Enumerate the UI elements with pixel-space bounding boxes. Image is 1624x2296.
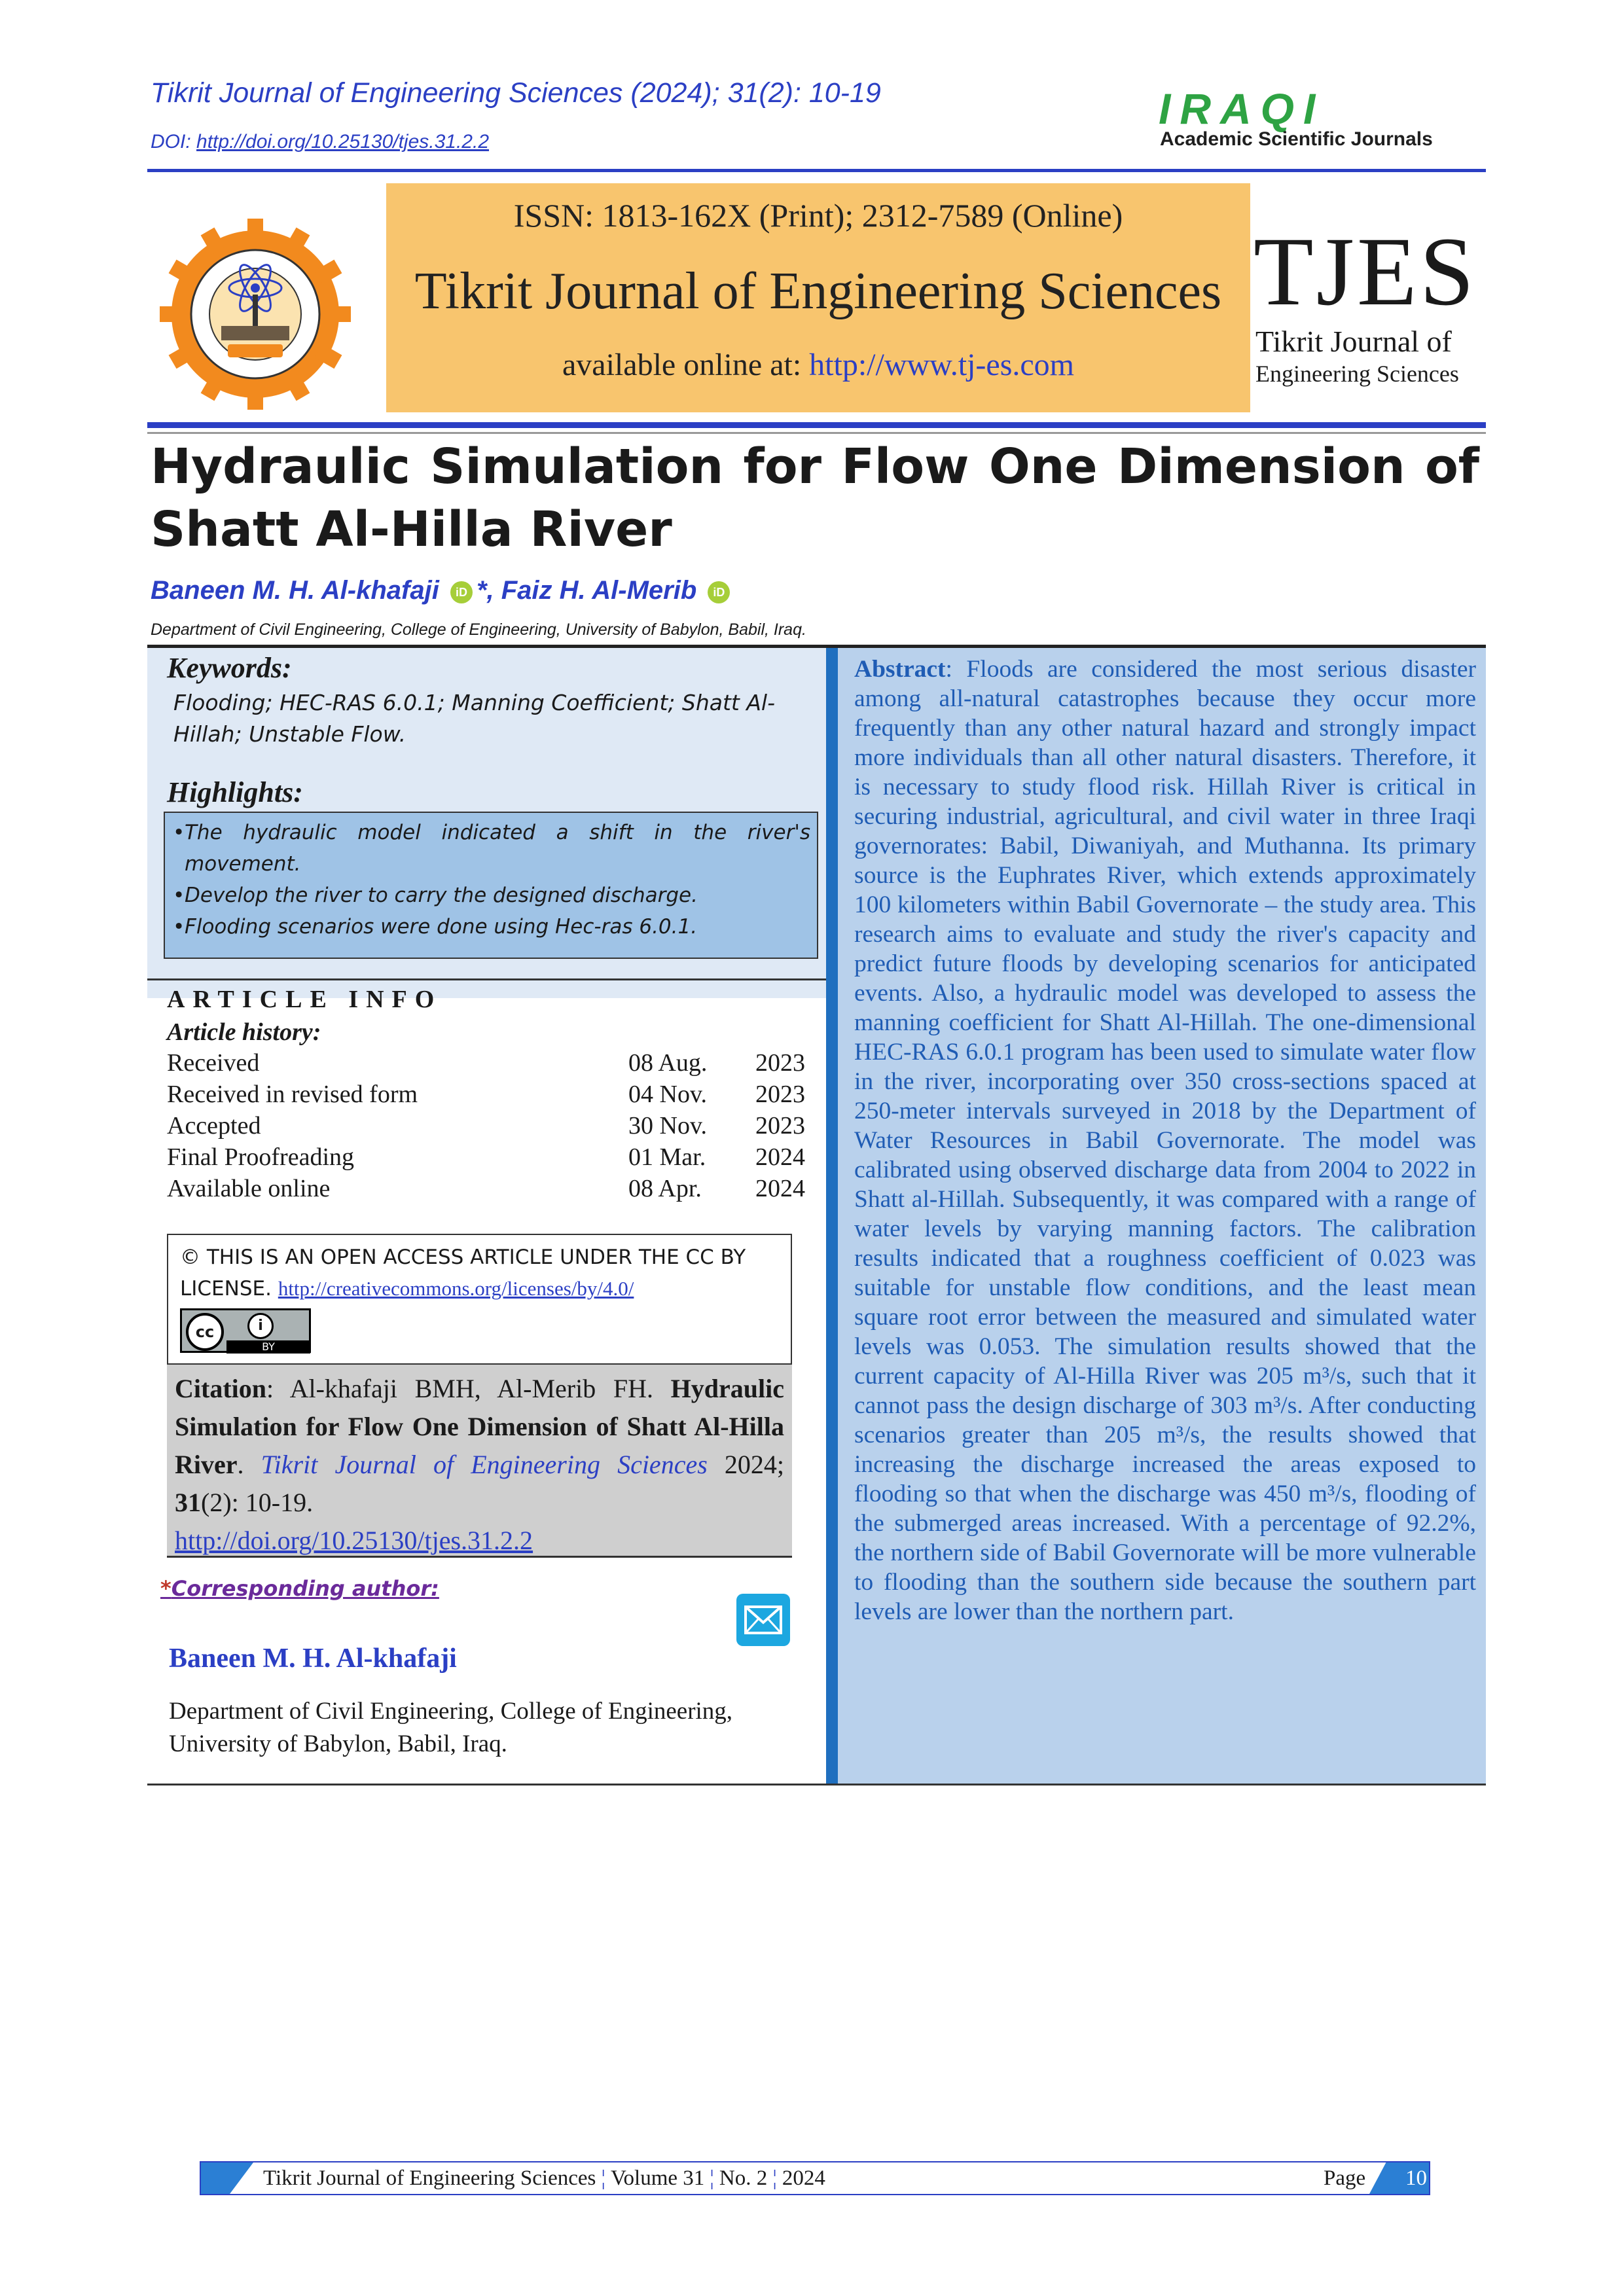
history-label: Accepted (167, 1112, 261, 1139)
issn-line: ISSN: 1813-162X (Print); 2312-7589 (Online) (513, 197, 1123, 234)
footer-accent (201, 2162, 253, 2194)
citation-authors: Al-khafaji BMH, Al-Merib FH. (289, 1374, 671, 1403)
corresponding-author-heading: *Corresponding author: (160, 1576, 439, 1601)
citation-title: Hydraulic Simulation for Flow One Dimension of Shatt Al-Hilla River (175, 1374, 785, 1479)
article-history-heading: Article history: (167, 1018, 321, 1046)
history-label: Received (167, 1049, 260, 1077)
abstract-body: : Floods are considered the most serious disaster among all-natural catastrophes because they occur more frequently than any other natural hazard and strongly impact more individuals than all other natural disasters. Therefore, it is necessary to study flood risk. Hillah River is critical in securing industrial, agricultural, and civil water in three Iraqi governorates: Babil, Diwaniyah, and Muthanna. Its primary source is the Euphrates River, which extends approximately 100 kilometers within Babil Governorate – the study area. This research aims to evaluate and study the river's capacity and predict future floods by developing scenarios for anticipated events. Also, a hydraulic model was developed to assess the manning coefficient for Shatt Al-Hillah. The one-dimensional HEC-RAS 6.0.1 program has been used to simulate water flow in the river, incorporating over 350 cross-sections spaced at 250-meter intervals surveyed in 2018 by the Department of Water Resources in Babil Governorate. The model was calibrated using observed discharge data from 2004 to 2022 in Shatt al-Hillah. Subsequently, it was compared with a range of water levels by varying manning factors. The calibration results indicated that a roughness coefficient of 0.023 was suitable for unstable flow conditions, and the least mean square root error between the measured and simulated water levels was 0.053. The simulation results showed that the current capacity of Al-Hilla River was 205 m³/s, such that it cannot pass the design discharge of 303 m³/s. After conducting scenarios greater than 205 m³/s, the results showed that increasing the discharge increased the areas exposed to flooding so that when the discharge was 450 m³/s, flooding of the submerged areas increased. With a percentage of 92.2%, the northern side of Babil Governorate will be more vulnerable to flooding than the southern side because the southern part levels are lower than the northern part. (854, 656, 1476, 1625)
column-divider (826, 648, 838, 1785)
abstract-label: Abstract (854, 656, 946, 683)
iraqi-journals-logo (1159, 84, 1499, 156)
cc-icon: cc (186, 1313, 224, 1351)
citation-doi-link[interactable]: http://doi.org/10.25130/tjes.31.2.2 (175, 1526, 533, 1555)
citation-issue-pages: (2): 10-19. (201, 1488, 314, 1517)
corresponding-author-name: Baneen M. H. Al-khafaji (169, 1643, 457, 1674)
footer-journal-info: Tikrit Journal of Engineering Sciences ¦ Volume 31 ¦ No. 2 ¦ 2024 (263, 2166, 825, 2190)
header-rule (147, 169, 1486, 172)
orcid-icon[interactable]: iD (450, 581, 473, 603)
history-row (167, 1079, 805, 1110)
citation-box: Citation: Al-khafaji BMH, Al-Merib FH. Hydraulic Simulation for Flow One Dimension of Shatt Al-Hilla River. Tikrit Journal of Engineering Sciences 2024; 31(2): 10-19. http://doi.org/10.25130/tjes.31.2.2 (167, 1365, 792, 1558)
journal-website-link[interactable]: http://www.tj-es.com (809, 348, 1075, 382)
history-date: 08 Apr. (628, 1175, 702, 1202)
available-label: available online at: (562, 348, 810, 382)
history-year: 2023 (755, 1081, 805, 1108)
journal-banner (386, 183, 1250, 412)
highlights-box (164, 812, 818, 959)
corresponding-author-affiliation: Department of Civil Engineering, College of Engineering, University of Babylon, Babil, Iraq. (169, 1698, 733, 1757)
iraqi-logo-subtitle: Academic Scientific Journals (1160, 128, 1433, 150)
history-label: Available online (167, 1175, 331, 1202)
footer-page-label: Page (1324, 2166, 1366, 2190)
history-date: 04 Nov. (628, 1081, 707, 1108)
history-label: Received in revised form (167, 1081, 418, 1108)
citation-year: 2024; (707, 1450, 784, 1479)
license-text (180, 1242, 782, 1304)
license-statement: © THIS IS AN OPEN ACCESS ARTICLE UNDER THE CC BY LICENSE. (180, 1246, 746, 1300)
orcid-icon[interactable]: iD (708, 581, 730, 603)
cc-by-badge[interactable] (180, 1308, 311, 1353)
highlights-heading: Highlights: (167, 776, 303, 808)
history-label: Final Proofreading (167, 1143, 355, 1171)
history-row (167, 1141, 805, 1173)
history-date: 01 Mar. (628, 1143, 706, 1171)
history-date: 30 Nov. (628, 1112, 707, 1139)
iraqi-logo-word: IRAQI (1159, 84, 1325, 133)
history-date: 08 Aug. (628, 1049, 708, 1077)
author-affiliation: Department of Civil Engineering, College of Engineering, University of Babylon, Babil, Iraq. (151, 620, 806, 639)
license-box (167, 1234, 792, 1365)
doi-line (151, 131, 489, 153)
citation-journal: Tikrit Journal of Engineering Sciences (261, 1450, 708, 1479)
highlight-item: •Develop the river to carry the designed discharge. (173, 880, 810, 911)
author-separator: *, (476, 576, 501, 605)
history-row (167, 1047, 805, 1079)
highlight-item: •Flooding scenarios were done using Hec-ras 6.0.1. (173, 911, 810, 942)
tjes-logo-mark: TJES (1254, 217, 1477, 326)
history-year: 2024 (755, 1175, 805, 1202)
page-footer (200, 2161, 1430, 2195)
article-info-heading: ARTICLE INFO (167, 986, 442, 1013)
citation-label: Citation (175, 1374, 266, 1403)
by-label: BY (226, 1340, 310, 1354)
footer-page-number: 10 (1405, 2166, 1427, 2190)
doi-label: DOI: (151, 131, 197, 152)
bullet-icon: • (173, 884, 185, 907)
title-top-thin-rule (147, 432, 1486, 434)
highlight-item: •The hydraulic model indicated a shift in the river's (173, 817, 810, 848)
abstract-text (854, 655, 1476, 1626)
keywords-text: Flooding; HEC-RAS 6.0.1; Manning Coefficient; Shatt Al-Hillah; Unstable Flow. (173, 690, 775, 747)
doi-link[interactable]: http://doi.org/10.25130/tjes.31.2.2 (196, 131, 490, 152)
author-1[interactable]: Baneen M. H. Al-khafaji (151, 576, 439, 605)
section-bottom-rule (147, 1784, 1486, 1785)
bullet-icon: • (173, 915, 185, 939)
tjes-logo-line1: Tikrit Journal of (1255, 325, 1452, 358)
keywords-heading: Keywords: (167, 652, 292, 684)
author-2[interactable]: Faiz H. Al-Merib (501, 576, 697, 605)
banner-title: Tikrit Journal of Engineering Sciences (414, 262, 1222, 320)
article-history-table (167, 1047, 805, 1204)
history-year: 2023 (755, 1112, 805, 1139)
article-info-rule (147, 978, 828, 980)
history-year: 2024 (755, 1143, 805, 1171)
tjes-logo-line2: Engineering Sciences (1255, 361, 1459, 387)
tikrit-university-logo (157, 216, 353, 412)
journal-citation: Tikrit Journal of Engineering Sciences (2024); 31(2): 10-19 (151, 77, 881, 109)
attribution-icon: i (247, 1313, 274, 1339)
history-year: 2023 (755, 1049, 805, 1077)
license-link[interactable]: http://creativecommons.org/licenses/by/4.0/ (278, 1277, 634, 1300)
bullet-icon: • (173, 821, 185, 844)
author-list (151, 576, 734, 605)
history-row (167, 1173, 805, 1204)
paper-title: Hydraulic Simulation for Flow One Dimension of Shatt Al-Hilla River (151, 439, 1479, 558)
highlight-item-continued: movement. (185, 852, 301, 876)
citation-volume: 31 (175, 1488, 201, 1517)
mail-icon[interactable] (736, 1594, 790, 1646)
history-row (167, 1110, 805, 1141)
title-top-rule (147, 422, 1486, 428)
banner-online-line (386, 347, 1250, 383)
